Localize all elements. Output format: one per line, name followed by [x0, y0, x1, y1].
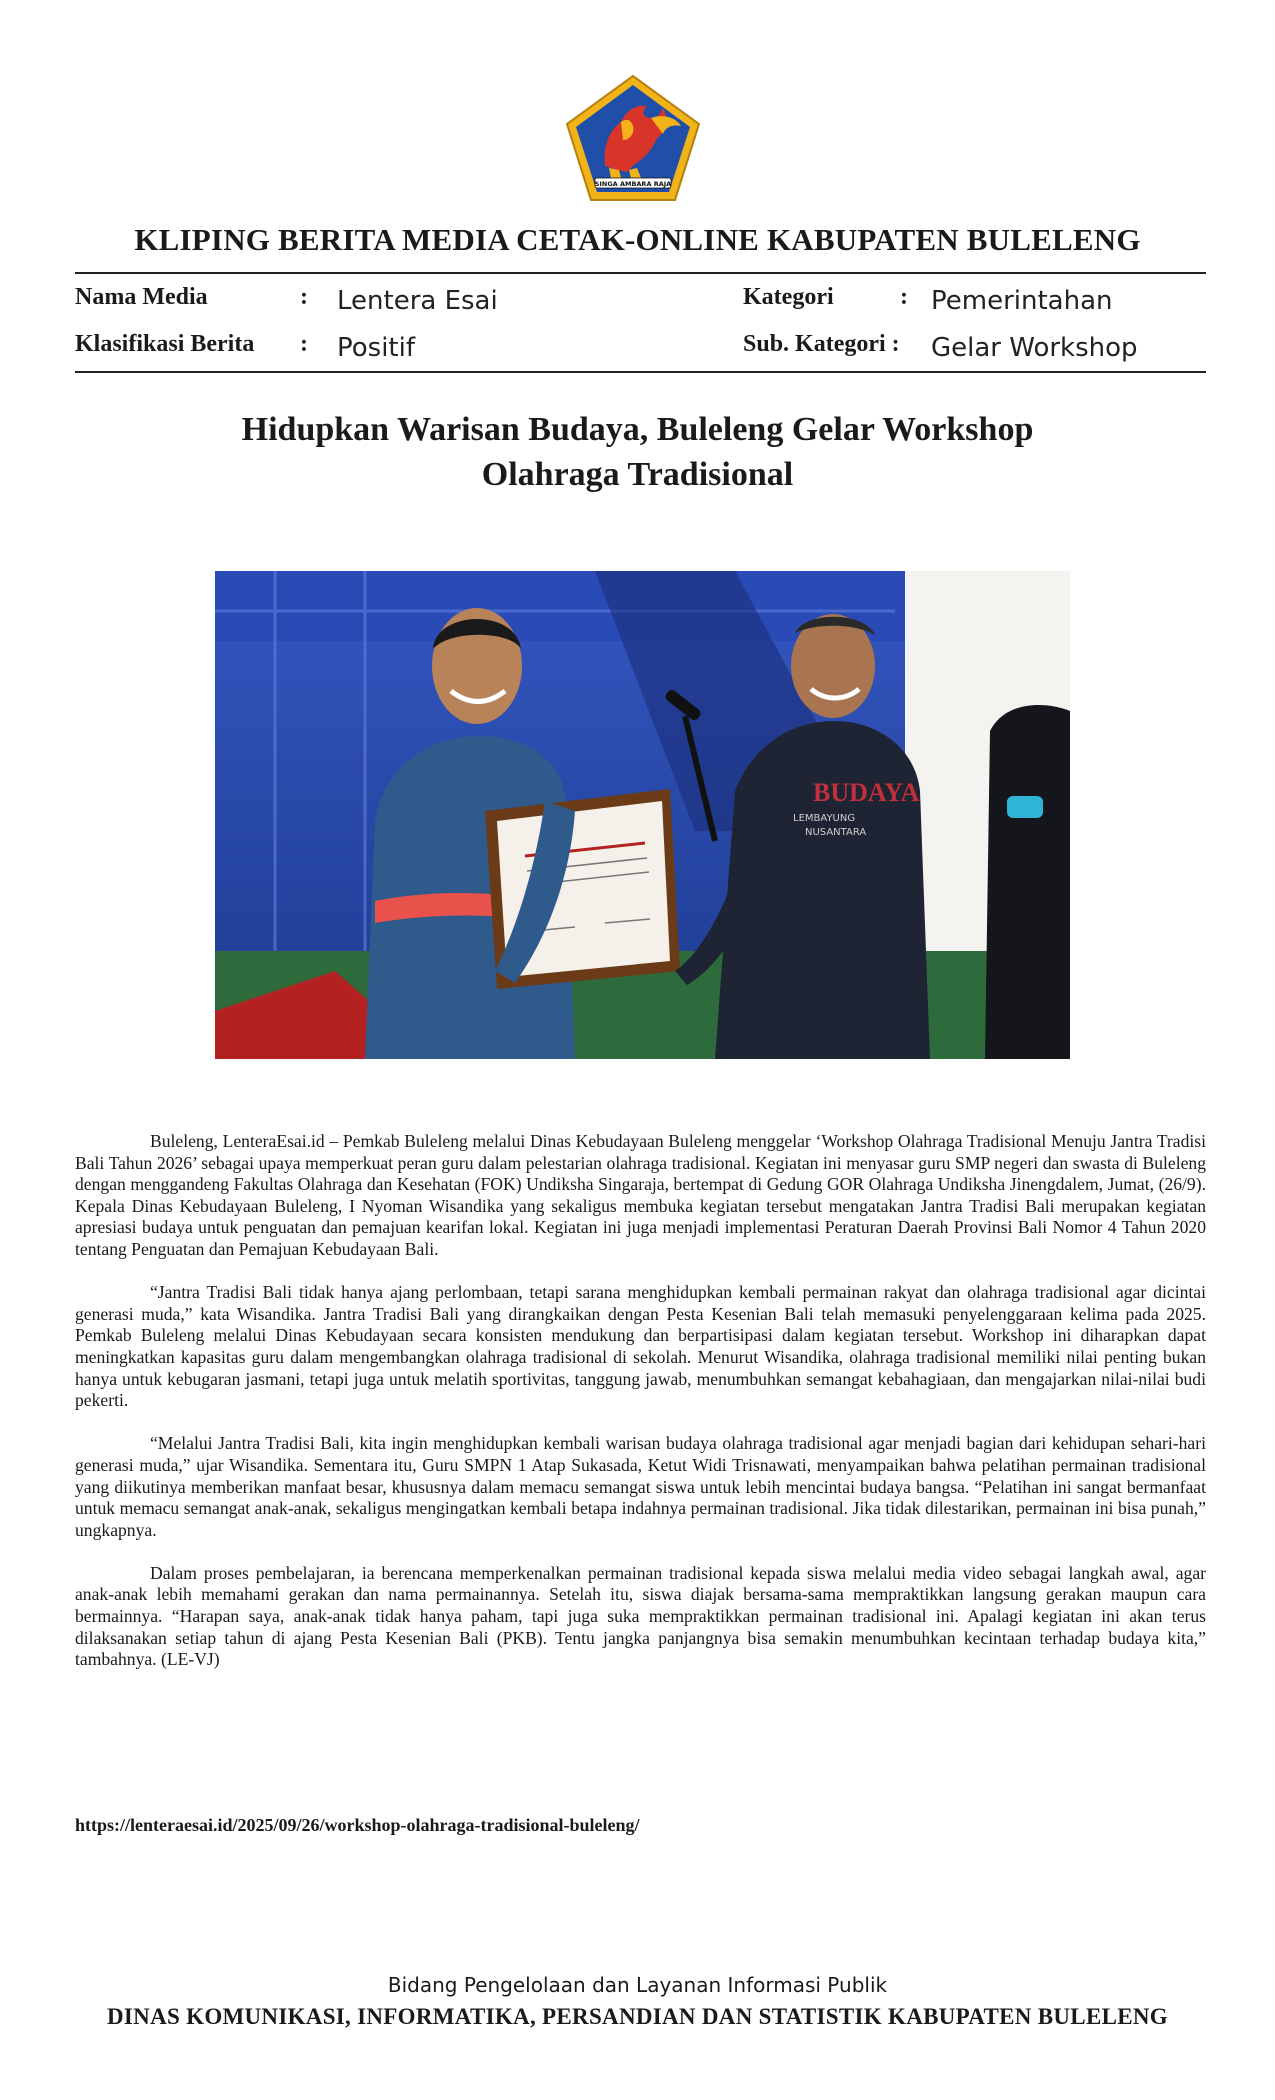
- logo-motto: SINGA AMBARA RAJA: [594, 180, 672, 188]
- media-value: Lentera Esai: [337, 286, 498, 316]
- klasifikasi-value: Positif: [337, 333, 415, 363]
- shirt-print-2: LEMBAYUNG: [793, 813, 856, 824]
- meta-row-2: [75, 325, 1206, 365]
- kategori-value: Pemerintahan: [931, 286, 1113, 316]
- klasifikasi-label: Klasifikasi Berita: [75, 331, 255, 357]
- meta-row-1: [75, 278, 1206, 318]
- article-body: [75, 1131, 1206, 1692]
- kategori-label: Kategori: [743, 284, 834, 310]
- article-paragraph-4: Dalam proses pembelajaran, ia berencana memperkenalkan permainan tradisional kepada siswa melalui media video sebagai langkah awal, agar anak-anak lebih memahami gerakan dan nama permainannya. Setelah itu, siswa diajak bersama-sama mempraktikkan langsung gerakan maupun cara bermainnya. “Harapan saya, anak-anak tidak hanya paham, tapi juga suka mempraktikkan permainan tradisional ini. Apalagi kegiatan ini akan terus dilaksanakan setiap tahun di ajang Pesta Kesenian Bali (PKB). Tentu jangka panjangnya bisa semakin menumbuhkan kecintaan terhadap budaya kita,” tambahnya. (LE-VJ): [75, 1562, 1206, 1670]
- shirt-print-3: NUSANTARA: [805, 827, 867, 838]
- article-paragraph-1: Buleleng, LenteraEsai.id – Pemkab Buleleng melalui Dinas Kebudayaan Buleleng menggelar ‘Workshop Olahraga Tradisional Menuju Jantra Tradisi Bali Tahun 2026’ sebagai upaya memperkuat peran guru dalam pelestarian olahraga tradisional. Kegiatan ini menyasar guru SMP negeri dan swasta di Buleleng dengan menggandeng Fakultas Olahraga dan Kesehatan (FOK) Undiksha Singaraja, bertempat di Gedung GOR Olahraga Undiksha Jinengdalem, Jumat, (26/9). Kepala Dinas Kebudayaan Buleleng, I Nyoman Wisandika yang sekaligus membuka kegiatan tersebut mengatakan Jantra Tradisi Bali merupakan kegiatan apresiasi budaya untuk penguatan dan pemajuan kearifan lokal. Kegiatan ini juga menjadi implementasi Peraturan Daerah Provinsi Bali Nomor 4 Tahun 2020 tentang Penguatan dan Pemajuan Kebudayaan Bali.: [75, 1131, 1206, 1259]
- subkategori-label: Sub. Kategori :: [743, 331, 900, 357]
- photo-person-edge: [985, 705, 1070, 1059]
- header-bottom-rule: [75, 371, 1206, 373]
- shirt-print-1: BUDAYA: [813, 778, 920, 807]
- source-link[interactable]: https://lenteraesai.id/2025/09/26/workshop-olahraga-tradisional-buleleng/: [75, 1815, 640, 1835]
- article-title-line-2: Olahraga Tradisional: [481, 456, 794, 493]
- media-colon: :: [300, 284, 308, 310]
- footer-agency: DINAS KOMUNIKASI, INFORMATIKA, PERSANDIAN DAN STATISTIK KABUPATEN BULELENG: [107, 2004, 1168, 2029]
- media-label: Nama Media: [75, 284, 208, 310]
- footer-department: Bidang Pengelolaan dan Layanan Informasi Publik: [387, 1973, 888, 1997]
- klasifikasi-colon: :: [300, 331, 308, 357]
- clipping-header-title: KLIPING BERITA MEDIA CETAK-ONLINE KABUPATEN BULELENG: [134, 222, 1141, 257]
- article-paragraph-3: “Melalui Jantra Tradisi Bali, kita ingin menghidupkan kembali warisan budaya olahraga tradisional agar menjadi bagian dari kehidupan sehari-hari generasi muda,” ujar Wisandika. Sementara itu, Guru SMPN 1 Atap Sukasada, Ketut Widi Trisnawati, menyampaikan bahwa pelatihan permainan tradisional yang diikutinya memberikan manfaat besar, khususnya dalam memacu semangat siswa untuk lebih mencintai budaya bangsa. “Pelatihan ini sangat bermanfaat untuk memacu semangat anak-anak, sekaligus mengingatkan kembali betapa indahnya permainan tradisional. Jika tidak dilestarikan, permainan ini bisa punah,” ungkapnya.: [75, 1433, 1206, 1540]
- header-top-rule: [75, 272, 1206, 274]
- article-title: [0, 407, 1275, 497]
- article-photo: [215, 571, 1070, 1059]
- subkategori-value: Gelar Workshop: [931, 333, 1138, 363]
- article-paragraph-2: “Jantra Tradisi Bali tidak hanya ajang perlombaan, tetapi sarana menghidupkan kembali permainan rakyat dan olahraga tradisional agar dicintai generasi muda,” kata Wisandika. Jantra Tradisi Bali yang dirangkaikan dengan Pesta Kesenian Bali telah memasuki penyelenggaraan kelima pada 2025. Pemkab Buleleng melalui Dinas Kebudayaan secara konsisten mendukung dan berpartisipasi dalam kegiatan tersebut. Workshop ini diharapkan dapat meningkatkan kapasitas guru dalam mengembangkan olahraga tradisional di sekolah. Menurut Wisandika, olahraga tradisional memiliki nilai penting bukan hanya untuk kebugaran jasmani, tetapi juga untuk melatih sportivitas, tanggung jawab, menumbuhkan semangat kebahagiaan, dan mengajarkan nilai-nilai budi pekerti.: [75, 1282, 1206, 1411]
- kategori-colon: :: [900, 284, 908, 310]
- buleleng-logo: [565, 74, 701, 202]
- article-title-line-1: Hidupkan Warisan Budaya, Buleleng Gelar Workshop: [241, 411, 1034, 448]
